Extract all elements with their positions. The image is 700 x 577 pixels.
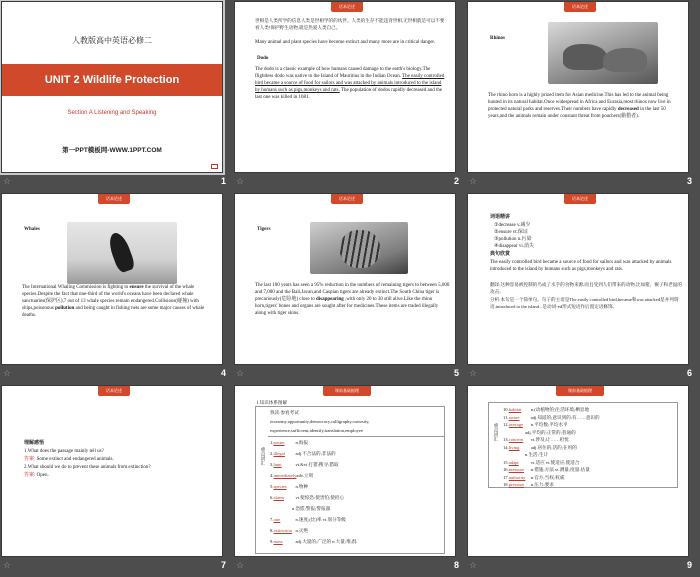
star-icon: ☆ — [3, 368, 12, 378]
slide-1-canvas — [1, 1, 223, 173]
word-row — [270, 450, 440, 457]
analysis: 分析:本句是一个简单句。句子的主语是The easily controlled bird,became和was attacked是并列谓语,introduced to the island...是动词-ed形式短语作后置定语修饰。 — [490, 297, 679, 309]
table-row: economy,opportunity,democracy,calligraphy,curiosity, — [270, 419, 370, 424]
word-row — [503, 421, 673, 428]
word-meaning: n.压力;要求 — [530, 482, 554, 487]
word-number: 4. — [270, 473, 274, 478]
word-answer: measure — [508, 467, 525, 472]
slide-5-canvas — [234, 193, 456, 365]
star-icon: ☆ — [3, 560, 12, 570]
star-icon: ☆ — [236, 176, 245, 186]
word-number: 11. — [503, 414, 509, 420]
section-tag: 话本论述 — [331, 194, 363, 204]
word-row — [270, 472, 440, 479]
chinese-intro: 世相是人类所学的信息人类是世相学的的伙伴。人类的生存不能违背世相,无世相就是可以不要看人类!保护野生动物,就是热爱人类自己。 — [255, 18, 445, 30]
word-meaning: vt.使惊恐;使害怕;使担心 — [295, 495, 345, 500]
star-icon: ☆ — [236, 368, 245, 378]
word-number: 15. — [503, 459, 509, 465]
paragraph-1: Many animal and plant species have become extinct and many more are in critical danger. — [255, 40, 436, 45]
answer-text: Open. — [36, 473, 49, 478]
slide-3-canvas — [467, 1, 689, 173]
slide-thumbnail-3[interactable] — [466, 0, 699, 192]
word-meaning: n.平均数;平均水平 — [530, 422, 568, 427]
heading-tigers: Tigers — [257, 227, 271, 232]
word-row — [503, 466, 673, 473]
word-number: 1. — [270, 440, 274, 445]
star-icon: ☆ — [469, 176, 478, 186]
section-tag: 话本论述 — [98, 386, 130, 396]
word-meaning: adj.知道的;意识到的;有……意识的 — [530, 414, 600, 420]
table-row: 熟读:参看考试 — [270, 410, 299, 415]
slide-thumbnail-7[interactable] — [0, 384, 233, 576]
section-subtitle: Section A Listening and Speaking — [67, 110, 157, 116]
rhino-text-body: The rhino horn is a highly prized item for Asian medicine.This has led to the animal being hunted in its natural habitat.Once widespread in Africa and Eurasia,most rhinos now live in protected natural parks and reserves.Their numbers have rapidly — [488, 93, 671, 112]
word-meaning: n.措施;方法 vt.测量;度量;估量 — [530, 467, 590, 472]
word-answer: immediately — [273, 473, 297, 478]
whale-text — [22, 284, 217, 319]
word-meaning: adv.立刻 — [296, 473, 314, 478]
word-row — [503, 414, 673, 421]
side-label: 重点词汇 — [494, 423, 499, 441]
vocab-item: ④disappear vi.消失 — [494, 244, 535, 249]
whale-text-body: The International Whaling Commission is fighting to — [22, 285, 129, 290]
word-number: 12. — [503, 422, 509, 427]
word-row — [503, 444, 673, 451]
word-row — [270, 439, 440, 446]
translation: 翻译:这种容易被控制的鸟成了水手的食物来源,而且受到人们带来的动物,比如猪、猴子和老鼠的攻击。 — [490, 282, 682, 294]
slide-9-canvas — [467, 385, 689, 557]
corner-icon — [211, 164, 218, 169]
tiger-text-end: ,with only 20 to 30 still alive.Like the rhino horn,tigers' bones and organs are sought after for medicines.These items are traded illegally along with tiger skins. — [255, 297, 439, 316]
word-answer: rate — [273, 517, 281, 522]
slide-thumbnail-8[interactable] — [233, 384, 466, 576]
paragraph-2 — [255, 66, 445, 101]
slide-thumbnail-1[interactable] — [0, 0, 233, 192]
word-number: 9. — [270, 539, 274, 544]
slide-thumbnail-5[interactable] — [233, 192, 466, 384]
word-number: 16. — [503, 467, 509, 472]
section-tag: 课前基础梳理 — [556, 386, 604, 396]
question-2: 2.What should we do to prevent these animals from extinction? — [24, 465, 151, 470]
word-meaning: n.恐慌;警报;警报器 — [292, 506, 331, 511]
word-answer: mass — [273, 539, 283, 544]
whale-photo — [67, 222, 177, 284]
word-number: 3. — [270, 462, 274, 467]
slide-number: 3 — [686, 176, 692, 186]
word-row — [503, 406, 673, 413]
slide-number: 5 — [453, 368, 459, 378]
understanding-title: 理解感悟 — [24, 441, 45, 446]
word-number: 8. — [270, 528, 274, 533]
section-heading: Ⅰ.知识体系图解 — [257, 400, 288, 405]
section-tag: 话本论述 — [331, 2, 363, 12]
word-meaning: n.海报 — [295, 440, 309, 445]
paragraph-2-end: The population of dodos rapidly decreased and the last one was killed in 1681. — [255, 88, 443, 100]
word-meaning: vt.&vi.打猎;搜寻;猎取 — [295, 462, 339, 467]
word-meaning: vi.适应 vt.使适应;使适合 — [530, 459, 580, 465]
star-icon: ☆ — [236, 560, 245, 570]
side-label: 重点词汇 — [261, 447, 266, 465]
word-answer: pressure — [508, 482, 525, 487]
rhino-photo — [548, 22, 658, 84]
word-answer: species — [273, 484, 287, 489]
rhino-text — [488, 92, 683, 120]
vocab-table — [255, 406, 445, 554]
word-row — [270, 483, 440, 490]
slide-thumbnail-2[interactable] — [233, 0, 466, 192]
word-answer: aware — [508, 414, 520, 420]
word-answer: alarm — [273, 495, 284, 500]
word-meaning: n.速度;(比)率 vt.划分等级 — [295, 517, 346, 522]
paragraph-2-underlined: The easily controlled bird became a source of food for sailors and was attacked by animals introduced to the island by humans such as pigs,monkeys and rats. — [255, 74, 445, 93]
answer-label: 答案: — [24, 457, 36, 462]
word-answer: poster — [273, 440, 285, 445]
word-answer: living — [508, 444, 520, 450]
tiger-photo — [310, 222, 408, 274]
star-icon: ☆ — [469, 368, 478, 378]
word-number: 7. — [270, 517, 274, 522]
star-icon: ☆ — [3, 176, 12, 186]
keyword-ensure: ensure — [129, 285, 144, 290]
word-number: 2. — [270, 451, 274, 456]
section-tag: 话本论述 — [564, 194, 596, 204]
word-answer: extinction — [273, 528, 292, 533]
word-row — [503, 474, 673, 481]
word-row — [503, 459, 673, 466]
star-icon: ☆ — [469, 560, 478, 570]
slide-7-canvas — [1, 385, 223, 557]
example-sentence: The easily controlled bird became a source of food for sailors and was attacked by animals introduced to the island by humans such as pigs,monkeys and rats. — [490, 260, 672, 272]
answer-text: Some extinct and endangered animals. — [36, 457, 114, 462]
word-number: 14. — [503, 444, 509, 450]
whale-text-mid: the survival of the whale species.Despite the fact that one-third of the world's oceans have been declared whale sanctuaries(保护区),7 out of 13 whale species remain endangered.Collisions(碰撞) with ships,poisonous — [22, 285, 199, 311]
table-row: experience,sufficient,identify,translation,employee — [270, 428, 363, 433]
word-meaning: adj.不合法的;非法的 — [295, 451, 336, 456]
word-number: 6. — [270, 495, 274, 500]
slide-number: 1 — [220, 176, 226, 186]
heading-dodo: Dodo — [257, 56, 269, 61]
heading-whales: Whales — [24, 227, 40, 232]
word-answer: adapt — [508, 459, 519, 465]
sentence-title: 典句欣赏 — [490, 252, 511, 257]
slide-number: 2 — [453, 176, 459, 186]
word-answer: illegal — [273, 451, 285, 456]
word-answer: concern — [508, 437, 524, 442]
vocab-item: ②ensure vt.保证 — [494, 230, 528, 235]
word-answer: average — [508, 422, 524, 427]
slide-6-canvas — [467, 193, 689, 365]
word-row — [270, 505, 440, 512]
word-number: 17. — [503, 474, 509, 480]
word-row — [270, 538, 440, 545]
slide-2-canvas — [234, 1, 456, 173]
unit-title-banner: UNIT 2 Wildlife Protection — [2, 64, 222, 96]
slide-number: 9 — [686, 560, 692, 570]
word-row — [270, 461, 440, 468]
word-row — [270, 527, 440, 534]
answer-label: 答案: — [24, 473, 36, 478]
rhino-text-end: in the last 50 years,and the animals remain under constant threat from poachers(偷猎者). — [488, 107, 666, 119]
word-meaning: adj.平均的;正常的;普通的 — [525, 429, 576, 435]
slide-thumbnail-4[interactable] — [0, 192, 233, 384]
word-meaning: n.生活;生计 — [525, 452, 549, 457]
slide-number: 7 — [220, 560, 226, 570]
tiger-text-body: The last 100 years has seen a 95% reduction in the numbers of remaining tigers to between 5,000 and 7,000 and the Bali,Javan,and Caspian tigers are already extinct.The South China tiger is precariously(危险地) close to — [255, 283, 450, 302]
keyword-decreased: decreased — [617, 107, 639, 112]
vocab-table — [488, 402, 678, 488]
word-answer: authority — [508, 474, 526, 480]
keyword-disappearing: disappearing — [315, 297, 344, 302]
slide-number: 6 — [686, 368, 692, 378]
word-row — [270, 516, 440, 523]
word-meaning: vt.涉及;让……担忧 — [530, 437, 569, 442]
word-row — [270, 494, 440, 501]
slide-4-canvas — [1, 193, 223, 365]
tiger-text — [255, 282, 450, 317]
section-tag: 话本论述 — [98, 194, 130, 204]
slide-thumbnail-9[interactable] — [466, 384, 699, 576]
word-number: 10. — [503, 407, 509, 412]
slide-number: 4 — [220, 368, 226, 378]
vocab-title: 词语精讲 — [490, 215, 511, 220]
answer-1 — [24, 456, 219, 463]
word-meaning: n.(动植物的)生活环境;栖息地 — [530, 407, 590, 412]
word-meaning: adj.大量的;广泛的 n.大量;堆;群 — [295, 539, 357, 544]
word-meaning: n.物种 — [295, 484, 309, 489]
book-title: 人教版高中英语必修二 — [72, 36, 152, 45]
word-number: 5. — [270, 484, 274, 489]
word-row — [503, 436, 673, 443]
word-meaning: n.灭绝 — [295, 528, 309, 533]
heading-rhinos: Rhinos — [490, 36, 506, 41]
word-meaning: n.官方;当权;权威 — [530, 474, 565, 480]
section-tag: 话本论述 — [564, 2, 596, 12]
paragraph-2-text: The dodo is a classic example of how humans caused damage to the earth's biology.The flightless dodo was native to the Island of Mauritius in the Indian Ocean. — [255, 67, 431, 79]
word-number: 13. — [503, 437, 509, 442]
question-1: 1.What does the passage mainly tell us? — [24, 449, 104, 454]
word-row — [503, 429, 673, 436]
whale-text-end: and being caught in fishing nets are some major causes of whale deaths. — [22, 306, 205, 318]
slide-thumbnail-6[interactable] — [466, 192, 699, 384]
word-meaning: adj.居住的;活的;在用的 — [530, 444, 577, 450]
vocab-item: ③pollution n.污染 — [494, 237, 532, 242]
word-row — [503, 451, 673, 458]
keyword-pollution: pollution — [55, 306, 75, 311]
answer-2 — [24, 472, 219, 479]
word-number: 18. — [503, 482, 509, 487]
section-tag: 课前基础梳理 — [323, 386, 371, 396]
word-row — [503, 481, 673, 488]
template-footer: 第一PPT模板网-WWW.1PPT.COM — [62, 147, 162, 154]
slide-8-canvas — [234, 385, 456, 557]
word-answer: hunt — [273, 462, 282, 467]
word-answer: habitat — [508, 407, 522, 412]
slide-number: 8 — [453, 560, 459, 570]
vocab-item: ①decrease v.减少 — [494, 223, 531, 228]
